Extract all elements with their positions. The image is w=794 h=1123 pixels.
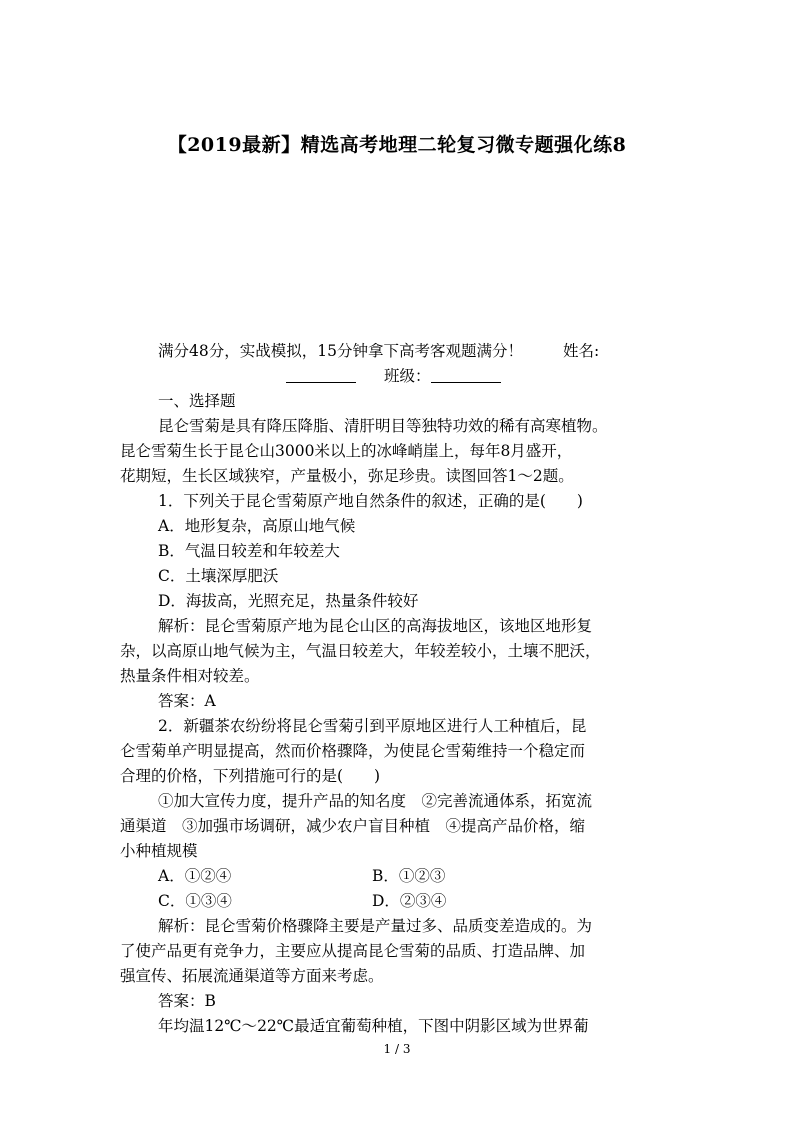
q2-option-a[interactable]: A．①②④	[158, 867, 232, 885]
q2-measures: ①加大宣传力度，提升产品的知名度 ②完善流通体系，拓宽流	[158, 792, 593, 810]
document-body	[120, 0, 680, 1123]
q2-answer: 答案：B	[158, 992, 216, 1010]
q2-measures: 小种植规模	[120, 842, 198, 860]
passage-line: 昆仑雪菊是具有降压降脂、清肝明目等独特功效的稀有高寒植物。	[158, 417, 608, 435]
passage-line: 花期短，生长区域狭窄，产量极小，弥足珍贵。读图回答1～2题。	[120, 467, 574, 485]
section-heading: 一、选择题	[158, 392, 236, 410]
passage-line: 昆仑雪菊生长于昆仑山3000米以上的冰峰峭崖上，每年8月盛开，	[120, 442, 573, 460]
document-title: 【2019最新】精选高考地理二轮复习微专题强化练8	[167, 134, 627, 156]
q2-measures: 通渠道 ③加强市场调研，减少农户盲目种植 ④提高产品价格，缩	[120, 817, 586, 835]
next-passage: 年均温12℃～22℃最适宜葡萄种植，下图中阴影区域为世界葡	[158, 1017, 589, 1035]
class-label: 班级：	[384, 367, 431, 385]
q2-stem: 仑雪菊单产明显提高，然而价格骤降，为使昆仑雪菊维持一个稳定而	[120, 742, 586, 760]
q1-analysis: 杂，以高原山地气候为主，气温日较差大，年较差较小，土壤不肥沃，	[120, 642, 601, 660]
q2-analysis: 强宣传、拓展流通渠道等方面来考虑。	[120, 967, 384, 985]
q1-analysis: 解析：昆仑雪菊原产地为昆仑山区的高海拔地区，该地区地形复	[158, 617, 593, 635]
q1-analysis: 热量条件相对较差。	[120, 667, 260, 685]
q1-option-b[interactable]: B．气温日较差和年较差大	[158, 542, 340, 560]
page-number: 1 / 3	[383, 1042, 411, 1056]
q2-analysis: 解析：昆仑雪菊价格骤降主要是产量过多、品质变差造成的。为	[158, 917, 593, 935]
q1-answer: 答案：A	[158, 692, 216, 710]
q2-option-c[interactable]: C．①③④	[158, 892, 232, 910]
name-blank[interactable]	[286, 382, 356, 383]
q1-stem: 1．下列关于昆仑雪菊原产地自然条件的叙述，正确的是( )	[158, 492, 583, 510]
q2-option-d[interactable]: D．②③④	[372, 892, 447, 910]
q1-option-c[interactable]: C．土壤深厚肥沃	[158, 567, 279, 585]
score-intro-line	[158, 339, 599, 361]
score-intro: 满分48分，实战模拟，15分钟拿下高考客观题满分！	[158, 342, 523, 360]
class-blank[interactable]	[431, 382, 501, 383]
q2-analysis: 了使产品更有竞争力，主要应从提高昆仑雪菊的品质、打造品牌、加	[120, 942, 586, 960]
q2-stem: 合理的价格，下列措施可行的是( )	[120, 767, 381, 785]
q2-stem: 2．新疆茶农纷纷将昆仑雪菊引到平原地区进行人工种植后，昆	[158, 717, 587, 735]
q1-option-d[interactable]: D．海拔高，光照充足，热量条件较好	[158, 592, 419, 610]
name-label: 姓名:	[562, 342, 600, 360]
class-line	[286, 364, 501, 386]
q2-option-b[interactable]: B．①②③	[372, 867, 446, 885]
q1-option-a[interactable]: A．地形复杂，高原山地气候	[158, 517, 356, 535]
